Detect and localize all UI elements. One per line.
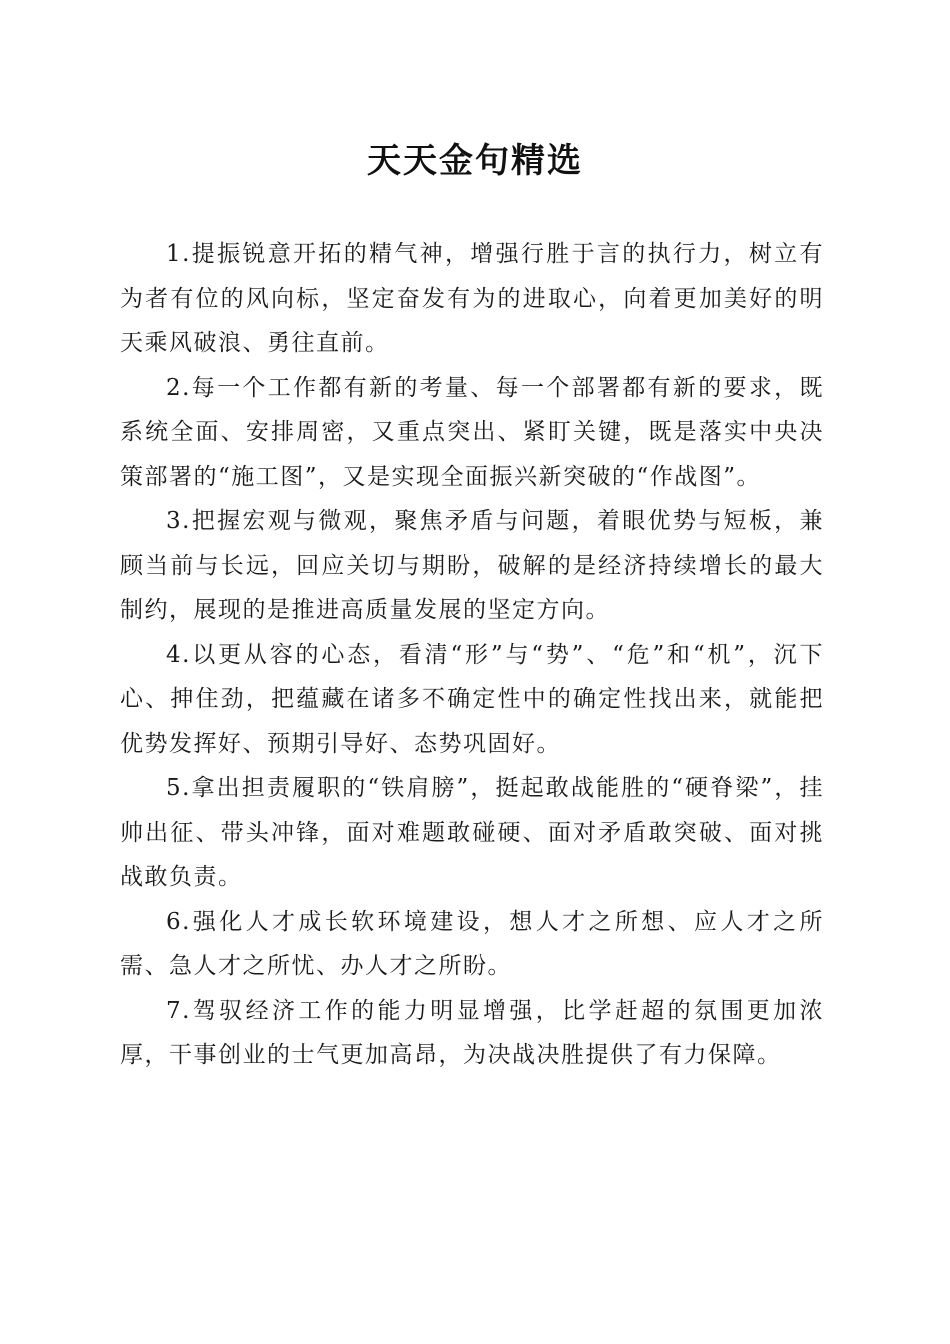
quote-paragraph-6: 6.强化人才成长软环境建设，想人才之所想、应人才之所需、急人才之所忧、办人才之所盼。: [120, 908, 824, 979]
quote-paragraph-1: 1.提振锐意开拓的精气神，增强行胜于言的执行力，树立有为者有位的风向标，坚定奋发有为的进取心，向着更加美好的明天乘风破浪、勇往直前。: [120, 241, 824, 356]
quote-paragraph-3: 3.把握宏观与微观，聚焦矛盾与问题，着眼优势与短板，兼顾当前与长远，回应关切与期盼，破解的是经济持续增长的最大制约，展现的是推进高质量发展的坚定方向。: [120, 508, 824, 623]
quote-paragraph-5: 5.拿出担责履职的“铁肩膀”，挺起敢战能胜的“硬脊梁”，挂帅出征、带头冲锋，面对难题敢碰硬、面对矛盾敢突破、面对挑战敢负责。: [120, 775, 824, 890]
document-body: [120, 232, 824, 1078]
quote-paragraph-4: 4.以更从容的心态，看清“形”与“势”、“危”和“机”，沉下心、抻住劲，把蕴藏在诸多不确定性中的确定性找出来，就能把优势发挥好、预期引导好、态势巩固好。: [120, 641, 824, 757]
quote-paragraph-2: 2.每一个工作都有新的考量、每一个部署都有新的要求，既系统全面、安排周密，又重点突出、紧盯关键，既是落实中央决策部署的“施工图”，又是实现全面振兴新突破的“作战图”。: [120, 374, 824, 490]
quote-paragraph-7: 7.驾驭经济工作的能力明显增强，比学赶超的氛围更加浓厚，干事创业的士气更加高昂，为决战决胜提供了有力保障。: [120, 997, 824, 1068]
page-title: 天天金句精选: [367, 141, 583, 181]
